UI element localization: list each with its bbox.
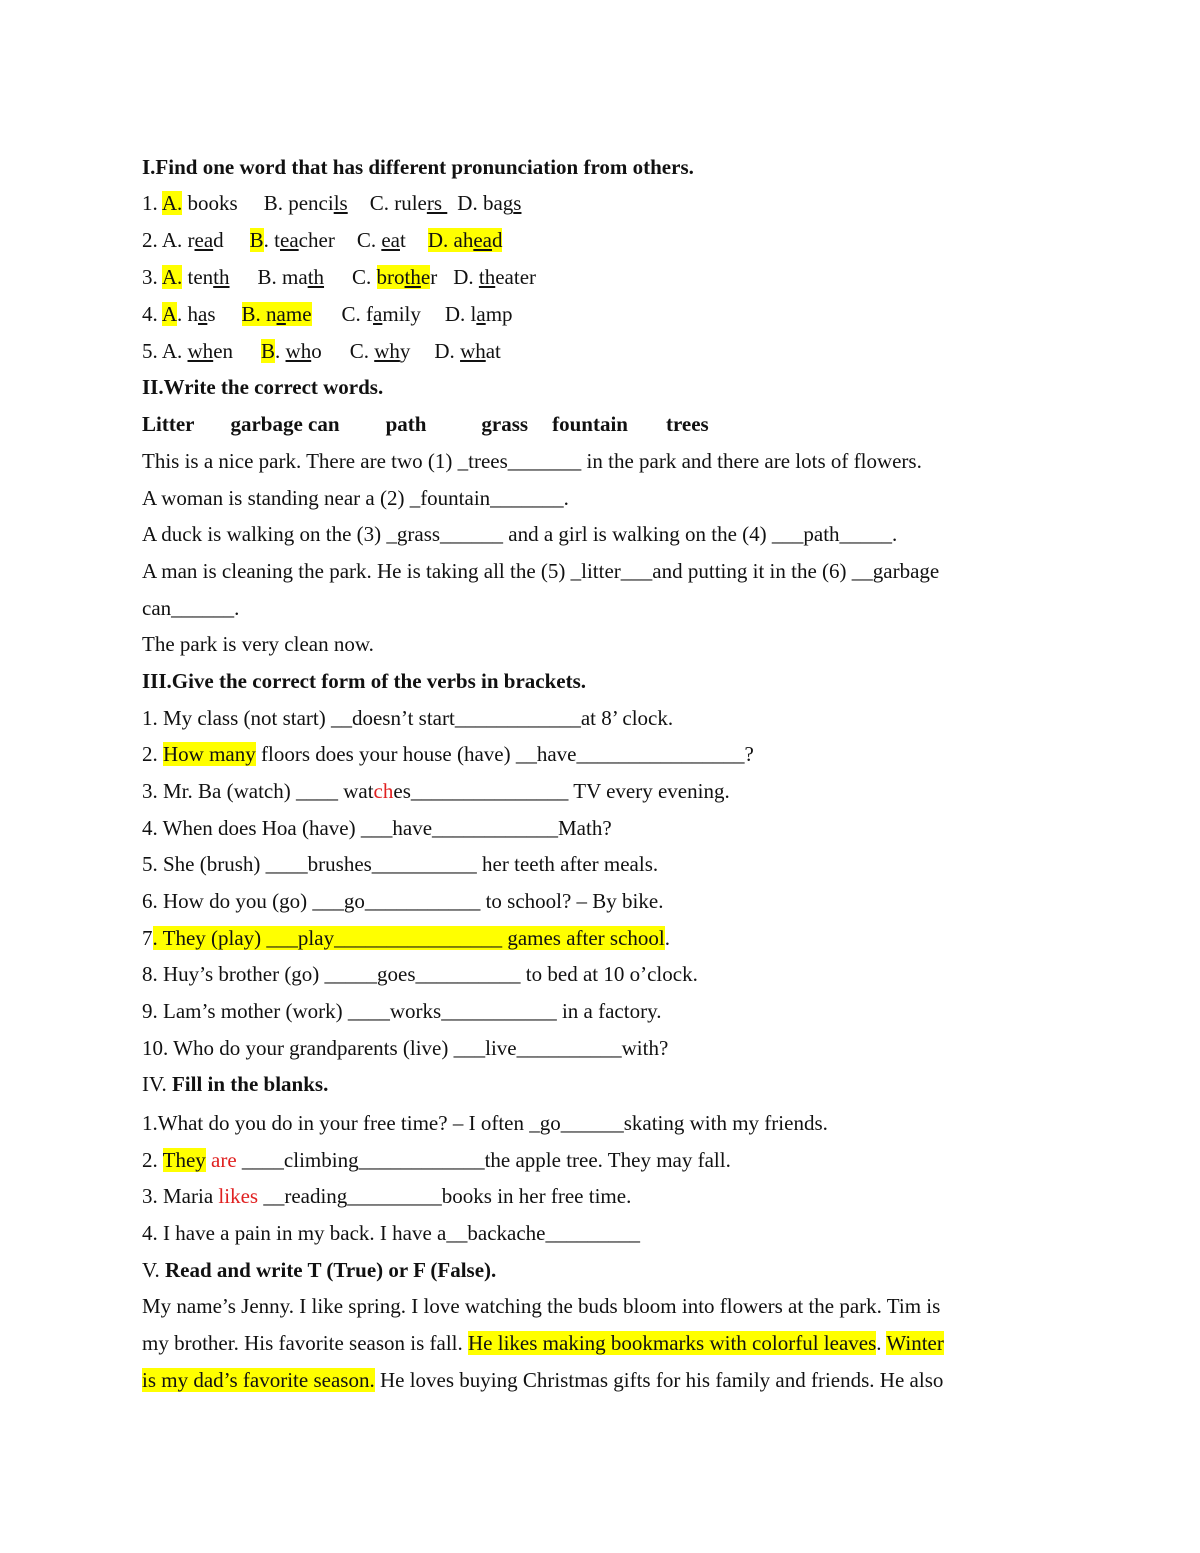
answer-highlight: D. ahead — [427, 228, 503, 252]
s3-question-7: 7. They (play) ___play________________ games after school. — [142, 926, 671, 950]
answer-highlight: B — [261, 339, 276, 363]
highlight: is my dad’s favorite season. — [142, 1368, 375, 1392]
highlight: . They (play) ___play________________ games after school — [152, 926, 665, 950]
answer-highlight: B — [249, 228, 264, 252]
highlight: Winter — [886, 1331, 944, 1355]
s3-question-4: 4. When does Hoa (have) ___have____________Math? — [142, 816, 612, 840]
section-3-heading: III.Give the correct form of the verbs in brackets. — [142, 669, 587, 693]
s3-question-5: 5. She (brush) ____brushes__________ her teeth after meals. — [142, 852, 659, 876]
passage-line: can______. — [142, 596, 240, 620]
answer-highlight: A. — [161, 191, 183, 215]
passage-line: The park is very clean now. — [142, 632, 374, 656]
passage-line: A duck is walking on the (3) _grass______ and a girl is walking on the (4) ___path_____. — [142, 522, 898, 546]
red-text: likes — [218, 1184, 259, 1208]
s1-question-4: 4. A. has B. name C. family D. lamp — [142, 302, 513, 326]
s1-question-1: 1. A. books B. pencils C. rulers D. bags — [142, 191, 522, 215]
section-4-heading: IV. Fill in the blanks. — [142, 1072, 329, 1096]
s4-question-2: 2. They are ____climbing____________the apple tree. They may fall. — [142, 1148, 731, 1172]
word-bank-item: path — [385, 412, 427, 436]
s4-question-3: 3. Maria likes __reading_________books in her free time. — [142, 1184, 632, 1208]
answer-highlight: A. — [161, 265, 183, 289]
word-bank — [142, 409, 1062, 439]
reading-line: my brother. His favorite season is fall. He likes making bookmarks with colorful leaves. Winter — [142, 1331, 944, 1355]
s3-question-1: 1. My class (not start) __doesn’t start____________at 8’ clock. — [142, 706, 674, 730]
word-bank-item: Litter — [142, 412, 195, 436]
reading-line: My name’s Jenny. I like spring. I love watching the buds bloom into flowers at the park. Tim is — [142, 1294, 941, 1318]
red-text: ch — [373, 779, 394, 803]
s3-question-10: 10. Who do your grandparents (live) ___live__________with? — [142, 1036, 669, 1060]
section-2-heading: II.Write the correct words. — [142, 375, 384, 399]
s1-question-2: 2. A. read B. teacher C. eat D. ahead — [142, 228, 503, 252]
red-text: are — [205, 1148, 237, 1172]
word-bank-item: grass — [481, 412, 529, 436]
word-bank-item: garbage can — [230, 412, 340, 436]
s3-question-9: 9. Lam’s mother (work) ____works___________ in a factory. — [142, 999, 662, 1023]
highlight: How many — [163, 742, 256, 766]
highlight: They — [162, 1148, 206, 1172]
s4-question-4: 4. I have a pain in my back. I have a__backache_________ — [142, 1221, 640, 1245]
reading-line: is my dad’s favorite season. He loves buying Christmas gifts for his family and friends. He also — [142, 1368, 944, 1392]
answer-highlight: B. name — [241, 302, 312, 326]
section-1-heading: I.Find one word that has different pronunciation from others. — [142, 155, 694, 179]
passage-line: A woman is standing near a (2) _fountain_______. — [142, 486, 569, 510]
passage-line: A man is cleaning the park. He is taking all the (5) _litter___and putting it in the (6) __garbage — [142, 559, 940, 583]
s4-question-1: 1.What do you do in your free time? – I often _go______skating with my friends. — [142, 1111, 828, 1135]
highlight: He likes making bookmarks with colorful leaves — [468, 1331, 877, 1355]
answer-highlight: brothe — [376, 265, 431, 289]
answer-highlight: A — [161, 302, 178, 326]
word-bank-item: fountain — [552, 412, 628, 436]
s3-question-3: 3. Mr. Ba (watch) ____ watches_______________ TV every evening. — [142, 779, 730, 803]
word-bank-item: trees — [665, 412, 709, 436]
s1-question-3: 3. A. tenth B. math C. brother D. theater — [142, 265, 537, 289]
s3-question-2: 2. How many floors does your house (have) __have________________? — [142, 742, 754, 766]
s3-question-6: 6. How do you (go) ___go___________ to school? – By bike. — [142, 889, 664, 913]
passage-line: This is a nice park. There are two (1) _trees_______ in the park and there are lots of flowers. — [142, 449, 922, 473]
s1-question-5: 5. A. when B. who C. why D. what — [142, 339, 501, 363]
s3-question-8: 8. Huy’s brother (go) _____goes__________ to bed at 10 o’clock. — [142, 962, 698, 986]
section-5-heading: V. Read and write T (True) or F (False). — [142, 1258, 497, 1282]
